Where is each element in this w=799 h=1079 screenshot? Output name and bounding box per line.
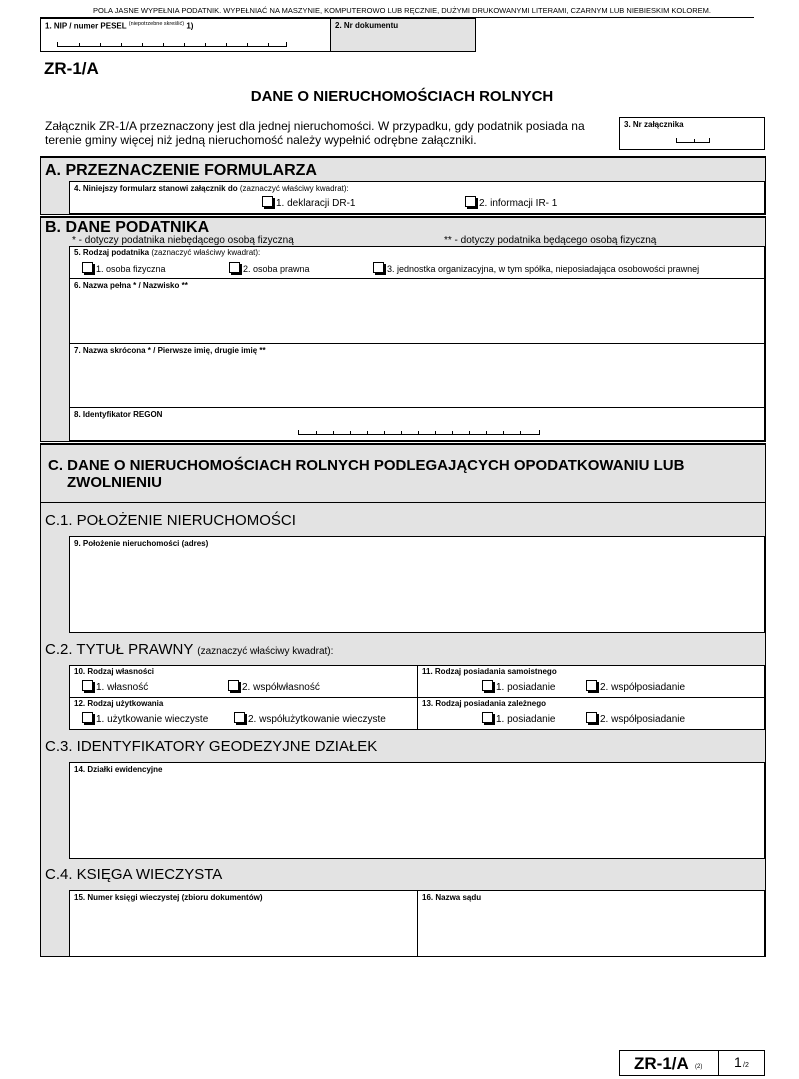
nip-comb: [57, 42, 287, 47]
checkbox-icon[interactable]: [82, 262, 93, 273]
intro-text: Załącznik ZR-1/A przeznaczony jest dla jednej nieruchomości. W przypadku, gdy podatnik posiada na terenie gminy więcej niż jedną nieruchomość należy wypełnić odrębne załączniki.: [45, 119, 585, 147]
top-note: POLA JASNE WYPEŁNIA PODATNIK. WYPEŁNIAĆ NA MASZYNIE, KOMPUTEROWO LUB RĘCZNIE, DUŻYMI DRUKOWANYMI LITERAMI, CZARNYM LUB NIEBIESKIM KOLOREM.: [92, 6, 711, 15]
field-12-label: 12. Rodzaj użytkowania: [74, 699, 164, 708]
field-5-note: (zaznaczyć właściwy kwadrat):: [151, 248, 261, 257]
c2-title-note: (zaznaczyć właściwy kwadrat):: [197, 646, 334, 657]
doc-number-field: [330, 18, 476, 52]
option-possession[interactable]: [482, 680, 556, 693]
attachment-comb: [676, 138, 710, 143]
field-10: [69, 665, 418, 698]
field-9-label: 9. Położenie nieruchomości (adres): [74, 539, 209, 548]
option-label: 1. deklaracji DR-1: [276, 198, 356, 209]
option-label: 2. informacji IR- 1: [479, 198, 558, 209]
checkbox-icon[interactable]: [465, 196, 476, 207]
option-dependent-possession[interactable]: [482, 712, 556, 725]
field-4-label: 4. Niniejszy formularz stanowi załącznik do: [74, 184, 238, 193]
nip-ref: 1): [186, 21, 194, 31]
field-6-label: 6. Nazwa pełna * / Nazwisko **: [74, 281, 188, 290]
field-5: [69, 246, 765, 279]
field-13: [417, 697, 765, 730]
checkbox-icon[interactable]: [228, 680, 239, 691]
field-7-label: 7. Nazwa skrócona * / Pierwsze imię, drugie imię **: [74, 346, 266, 355]
nip-field[interactable]: [40, 18, 331, 52]
option-label: 1. posiadanie: [496, 682, 556, 693]
checkbox-icon[interactable]: [82, 712, 93, 723]
option-organizational-unit[interactable]: [373, 262, 699, 274]
field-16-label: 16. Nazwa sądu: [422, 893, 482, 902]
field-15-land-register[interactable]: [69, 890, 418, 957]
option-label: 1. użytkowanie wieczyste: [96, 714, 209, 725]
field-16-court-name[interactable]: [417, 890, 765, 957]
checkbox-icon[interactable]: [586, 712, 597, 723]
option-label: 2. współposiadanie: [600, 714, 686, 725]
footer-version: (2): [695, 1064, 703, 1070]
attachment-number-label: 3. Nr załącznika: [624, 120, 684, 129]
section-b-note-1: * - dotyczy podatnika niebędącego osobą fizyczną: [72, 235, 294, 246]
option-label: 1. osoba fizyczna: [96, 264, 166, 274]
checkbox-icon[interactable]: [262, 196, 273, 207]
c3-title: C.3. IDENTYFIKATORY GEODEZYJNE DZIAŁEK: [45, 738, 378, 755]
field-11-label: 11. Rodzaj posiadania samoistnego: [422, 667, 557, 676]
section-c-divider: [40, 502, 766, 503]
c4-title: C.4. KSIĘGA WIECZYSTA: [45, 866, 223, 883]
option-perpetual-usufruct[interactable]: [82, 712, 208, 725]
option-label: 2. osoba prawna: [243, 264, 310, 274]
option-label: 3. jednostka organizacyjna, w tym spółka, nieposiadająca osobowości prawnej: [387, 264, 700, 274]
option-label: 1. własność: [96, 682, 149, 693]
c1-title: C.1. POŁOŻENIE NIERUCHOMOŚCI: [45, 512, 296, 529]
option-label: 2. współwłasność: [242, 682, 320, 693]
footer-page-total: /2: [743, 1062, 749, 1069]
c2-title-text: C.2. TYTUŁ PRAWNY: [45, 641, 194, 658]
field-10-label: 10. Rodzaj własności: [74, 667, 155, 676]
option-co-possession[interactable]: [586, 680, 685, 693]
field-15-label: 15. Numer księgi wieczystej (zbioru dokumentów): [74, 893, 263, 902]
checkbox-icon[interactable]: [586, 680, 597, 691]
checkbox-icon[interactable]: [234, 712, 245, 723]
section-b-title: B. DANE PODATNIKA: [45, 219, 210, 236]
attachment-number-field[interactable]: [619, 117, 765, 150]
section-c-title-line-2: ZWOLNIENIU: [67, 474, 162, 491]
nip-label: 1. NIP / numer PESEL: [45, 21, 127, 31]
section-c-title: [48, 457, 684, 491]
section-a-title: A. PRZEZNACZENIE FORMULARZA: [45, 162, 317, 179]
option-label: 1. posiadanie: [496, 714, 556, 725]
checkbox-icon[interactable]: [482, 680, 493, 691]
field-9-address[interactable]: [69, 536, 765, 633]
form-title: DANE O NIERUCHOMOŚCIACH ROLNYCH: [250, 88, 554, 105]
checkbox-icon[interactable]: [482, 712, 493, 723]
field-14-label: 14. Działki ewidencyjne: [74, 765, 163, 774]
field-6-full-name[interactable]: [69, 278, 765, 344]
form-code: ZR-1/A: [44, 59, 99, 78]
option-label: 2. współużytkowanie wieczyste: [248, 714, 386, 725]
section-c-title-line-1: C. DANE O NIERUCHOMOŚCIACH ROLNYCH PODLEGAJĄCYCH OPODATKOWANIU LUB: [48, 457, 685, 474]
checkbox-icon[interactable]: [229, 262, 240, 273]
field-13-label: 13. Rodzaj posiadania zależnego: [422, 699, 547, 708]
footer-page-number: 1: [734, 1054, 742, 1070]
footer-form-code-box: [619, 1050, 765, 1076]
option-ownership[interactable]: [82, 680, 148, 693]
field-4-note: (zaznaczyć właściwy kwadrat):: [239, 184, 349, 193]
option-declaration-dr1[interactable]: [262, 196, 355, 209]
option-dependent-co-possession[interactable]: [586, 712, 685, 725]
option-information-ir1[interactable]: [465, 196, 557, 209]
option-natural-person[interactable]: [82, 262, 166, 274]
field-8-regon[interactable]: [69, 407, 765, 441]
regon-comb: [298, 430, 540, 435]
field-5-label: 5. Rodzaj podatnika: [74, 248, 150, 257]
c2-title: [45, 641, 333, 658]
checkbox-icon[interactable]: [373, 262, 384, 273]
option-legal-person[interactable]: [229, 262, 310, 274]
section-b-note-2: ** - dotyczy podatnika będącego osobą fizyczną: [444, 235, 657, 246]
doc-number-label: 2. Nr dokumentu: [335, 21, 399, 30]
checkbox-icon[interactable]: [82, 680, 93, 691]
nip-note: (niepotrzebne skreślić): [128, 21, 185, 27]
field-11: [417, 665, 765, 698]
field-7-short-name[interactable]: [69, 343, 765, 408]
field-4: [69, 181, 765, 214]
option-co-perpetual-usufruct[interactable]: [234, 712, 386, 725]
field-14-plots[interactable]: [69, 762, 765, 859]
option-co-ownership[interactable]: [228, 680, 320, 693]
footer-form-code: ZR-1/A: [634, 1054, 689, 1073]
field-8-label: 8. Identyfikator REGON: [74, 410, 163, 419]
field-12: [69, 697, 418, 730]
option-label: 2. współposiadanie: [600, 682, 686, 693]
